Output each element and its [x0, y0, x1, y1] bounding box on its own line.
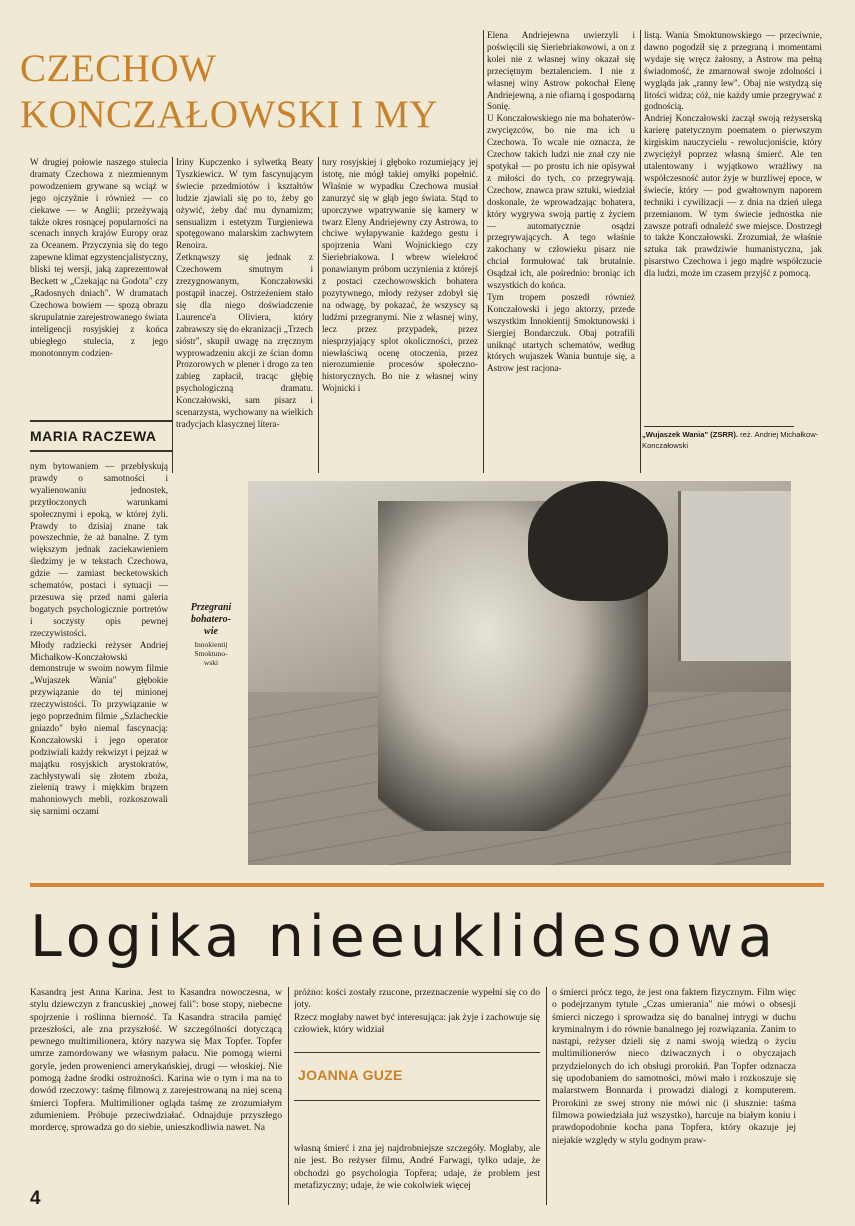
article2-column-3: o śmierci prócz tego, że jest ona faktem fizycznym. Film więc o podejrzanym tytule „Czas umierania" nie mówi o obsesji śmierci niczego i sprowadza się do banalnej intrygi w duchu kryminalnym i do równie banalnego jej rozwiązania. Zanim to nastąpi, reżyser dzieli się z nami swoją wiedzą o życiu multimilionerów nieco dziwacznych i o obyczajach przydzielonych do ich obsługi prorokiń. Pan Topfer odznacza się upodobaniem do samotności, mówi mało i rozkoszuje się malarstwem Bonnarda i prowadzi dialogi z komputerem. Prorokini ze swej strony nie mówi nic (i słusznie: taśma filmowa powiedziała już wszystko), harcuje na białym koniu i prawdopodobnie kocha pana Topfera, który okazuje jej niejakie względy w stylu godnym praw- [552, 987, 796, 1146]
author-rule-bottom [30, 450, 172, 452]
article1-column-1-bottom: nym bytowaniem — przebłyskują prawdy o samotności i wyalienowaniu jednostek, przytłoczonych warunkami społecznymi i epoką, w której żyli. Prawdy to dzisiaj znane tak powszechnie, że aż banalne. Z tym większym jednak zaciekawieniem śledzimy je w tekstach Czechowa, gdzie — zamiast becketowskich schematów, postaci i sytuacji — przesuwa się przed nami galeria bogatych psychologicznie portretów i soczysty opis pewnej rzeczywistości. Młody radziecki reżyser Andriej Michałkow-Konczałowski demonstruje w swoim nowym filmie „Wujaszek Wania" głębokie przywiązanie do tej minionej rzeczywistości. To przywiązanie w jego poprzednim filmie „Szlacheckie gniazdo" było niemal fascynacją: Konczałowski i jego operator podziwiali każdy rekwizyt i pejzaż w majątku rosyjskich arystokratów, zachłystywali się złotem zboża, zielenią trawy i miękkim brązem mahoniowych mebli, rozkoszowali się sarnimi oczami [30, 461, 168, 817]
article-title-logika: Logika nieeuklidesowa [30, 904, 778, 970]
article1-column-5: listą. Wania Smoktunowskiego — przeciwnie, dawno pogodził się z przegraną i momentami wydaje się wręcz żałosny, a Astrow ma pełną świadomość, że zmarnował swoje zdolności i wygląda jak „ranny lew". Obaj nie wstydzą się litości widza; cóż, nie każdy umie przegrywać z godnością. Andriej Konczałowski zaczął swoją reżyserską karierę patetycznym poematem o pierwszym kirgiskim nauczycielu - rewolucjoniście, który zwyciężył poprzez własną śmierć. Ale ten utalentowany i wyjątkowo wrażliwy na współczesność autor żyje w burzliwej epoce, w świecie, który — pod gwałtownym naporem techniki i cywilizacji — z dnia na dzień ulega przemianom. W tym świecie jednostka nie zawsze potrafi odnaleźć swe miejsce. Dostrzegł to także Konczałowski. Zrozumiał, że właśnie sztuka tak prawdziwie humanistyczna, jak pisarstwo Czechowa i jego mądre współczucie dla ludzi, może im czasem przyjść z pomocą. [644, 30, 822, 279]
article-title-czechow: CZECHOW KONCZAŁOWSKI I MY [20, 47, 438, 136]
column-divider [483, 30, 484, 473]
column-divider [546, 987, 547, 1205]
page-number: 4 [30, 1188, 41, 1209]
article2-column-2-top: próżno: kości zostały rzucone, przeznaczenie wypełni się co do joty. Rzecz mogłaby nawet być interesująca: jak żyje i zachowuje się człowiek, który widział [294, 987, 540, 1035]
article1-column-1-top: W drugiej połowie naszego stulecia dramaty Czechowa z niezmiennym powodzeniem grywane są wciąż w jego ojczyźnie i również — co ciekawe — w Anglii; przeżywają także okres rosnącej popularności na scenach innych krajów Europy oraz za Oceanem. Przyczynia się do tego zapewne klimat egzystencjalistyczny, bliski tej wersji, jaką zaprezentował Beckett w „Czekając na Godota" czy „Radosnych dniach". W dramatach Czechowa bowiem — spozą obrazu skrupulatnie zarejestrowanego świata inteligencji rosyjskiej z końca ubiegłego stulecia, z jego monotonnym codzien- [30, 157, 168, 358]
author-rule-top [294, 1052, 540, 1053]
column-divider [318, 157, 319, 473]
film-credit [642, 430, 822, 451]
section-divider-bar [30, 883, 824, 887]
photo-caption [178, 602, 244, 667]
author-name-raczewa: MARIA RACZEWA [30, 428, 157, 444]
author-name-guze: JOANNA GUZE [298, 1067, 403, 1083]
column-divider [172, 157, 173, 473]
photo-caption-title: Przegrani bohatero- wie [190, 602, 232, 637]
film-credit-director: reż. Andriej Michałkow-Konczałowski [642, 430, 819, 450]
article1-column-2: Iriny Kupczenko i sylwetką Beaty Tyszkiewicz. W tym fascynującym świecie przedmiotów i kształtów ludzie zjawiali się po to, żeby go ożywić, żeby dać mu dynamizm; sensualizm i estetyzm Turgieniewa spotęgowano malarskim zachwytem Renoira. Zetknąwszy się jednak z Czechowem smutnym i zrezygnowanym, Konczałowski postąpił inaczej. Ostrzeżeniem stało się dla niego doświadczenie Laurence'a Oliviera, który zabrawszy się do ekranizacji „Trzech sióstr", skupił uwagę na zręcznym wyprowadzeniu akcji ze ścian domu Prozorowych w plener i drogo za ten zabieg zapłacił, tracąc głębię psychologiczną dramatu. Konczałowski, sam pisarz i scenarzysta, wychowany na wielkich tradycjach klasycznej litera- [176, 157, 313, 429]
photo-dark-hair [528, 481, 668, 601]
film-still-photo [248, 481, 791, 865]
column-divider [288, 987, 289, 1205]
column-divider [640, 30, 641, 473]
article1-column-3: tury rosyjskiej i głęboko rozumiejący jej istotę, nie mógł takiej omyłki popełnić. Właśnie w wypadku Czechowa musiał zanurzyć się w głąb jego świata. Stąd to uporczywe wpatrywanie się kamery w twarz Eleny Andriejewny czy Astrowa, to chciwe wyłapywanie każdego gestu i spojrzenia Wani Wojnickiego czy Sieriebriakowa. I wbrew wielekroć ponawianym próbom uczynienia z którejś z postaci czechowowskich bohatera pozytywnego, młody reżyser zdobył się na odwagę, by pokazać, że wszyscy są ludźmi przegranymi. Nie z własnej winy, lecz przez przypadek, przez niesprzyjający splot okoliczności, przez niewłaściwą ocenę otoczenia, przez nierozumienie procesów społeczno-historycznych. Bo nie z własnej winy Wojnicki i [322, 157, 478, 394]
author-rule-bottom [294, 1100, 540, 1101]
article2-column-2-bottom: własną śmierć i zna jej najdrobniejsze szczegóły. Mogłaby, ale nie jest. Bo reżyser filmu, André Farwagi, tylko udaje, że obchodzi go psychologia Topfera; udaje, że problem jest metafizyczny; udaje, że wie cokolwiek więcej [294, 1143, 540, 1191]
article2-column-1: Kasandrą jest Anna Karina. Jest to Kasandra nowoczesna, w stylu dziewczyn z francuskiej „nowej fali": bose stopy, niebecne spojrzenie i roślinna bierność. Ta Kasandra straciła pamięć przeszłości, ale zna przyszłość. W szczególności dotyczącą pewnego multimilionera, który nazywa się Max Topfer. Topfer umrze zamordowany we własnym pałacu. Nie pomogą wierni goryle, jeden prowenienci amerykańskiej, drugi — włoskiej. Nie pomogą żadne środki ostrożności. Karina wie o tym i ma na to dowód rzeczowy: taśmę filmową z zarejestrowaną na niej sceną śmierci Topfera. Multimilioner ogląda taśmę ze zrozumiałym zdumieniem. Próbuje przeciwdziałać. Odnajduje przyszłego mordercę, sprowadza go do siebie, unieszkodliwia nawet. Na [30, 987, 282, 1134]
photo-window [678, 491, 791, 661]
credit-rule [644, 426, 794, 427]
article1-column-4: Elena Andriejewna uwierzyli i poświęcili się Sieriebriakowowi, a on z kolei nie z własnej winy okazał się przeciętnym beztalenciem. I nie z własnej winy Astrow pokochał Elenę Andriejewną, a nie ofiarną i gospodarną Sonię. U Konczałowskiego nie ma bohaterów-zwycięzców, bo nie ma ich u Czechowa. To wcale nie oznacza, że Czechow takich ludzi nie znał czy nie spotykał — po prostu ich nie opisywał z miłości do tych, co przegrywają. Czechow, znawca praw sztuki, wiedział doskonale, że wprowadzając bohatera, który wygrywa swoją partię z życiem — automatycznie osądzi przegrywających. A tego właśnie zakochany w człowieku pisarz nie chciał formułować tak brutalnie. Osądzał ich, ale pośrednio: broniąc ich wszystkich do końca. Tym tropem poszedł również Konczałowski i jego aktorzy, przede wszystkim Innokientij Smoktunowski i Siergiej Bondarczuk. Obaj potrafili uniknąć utartych schematów, według których wujaszek Wania buntuje się, a Astrow jest racjona- [487, 30, 635, 374]
author-rule-top [30, 420, 172, 422]
film-credit-title: „Wujaszek Wania" (ZSRR). [642, 430, 739, 439]
photo-caption-subject: Innokientij Smoktuno- wski [194, 640, 228, 667]
